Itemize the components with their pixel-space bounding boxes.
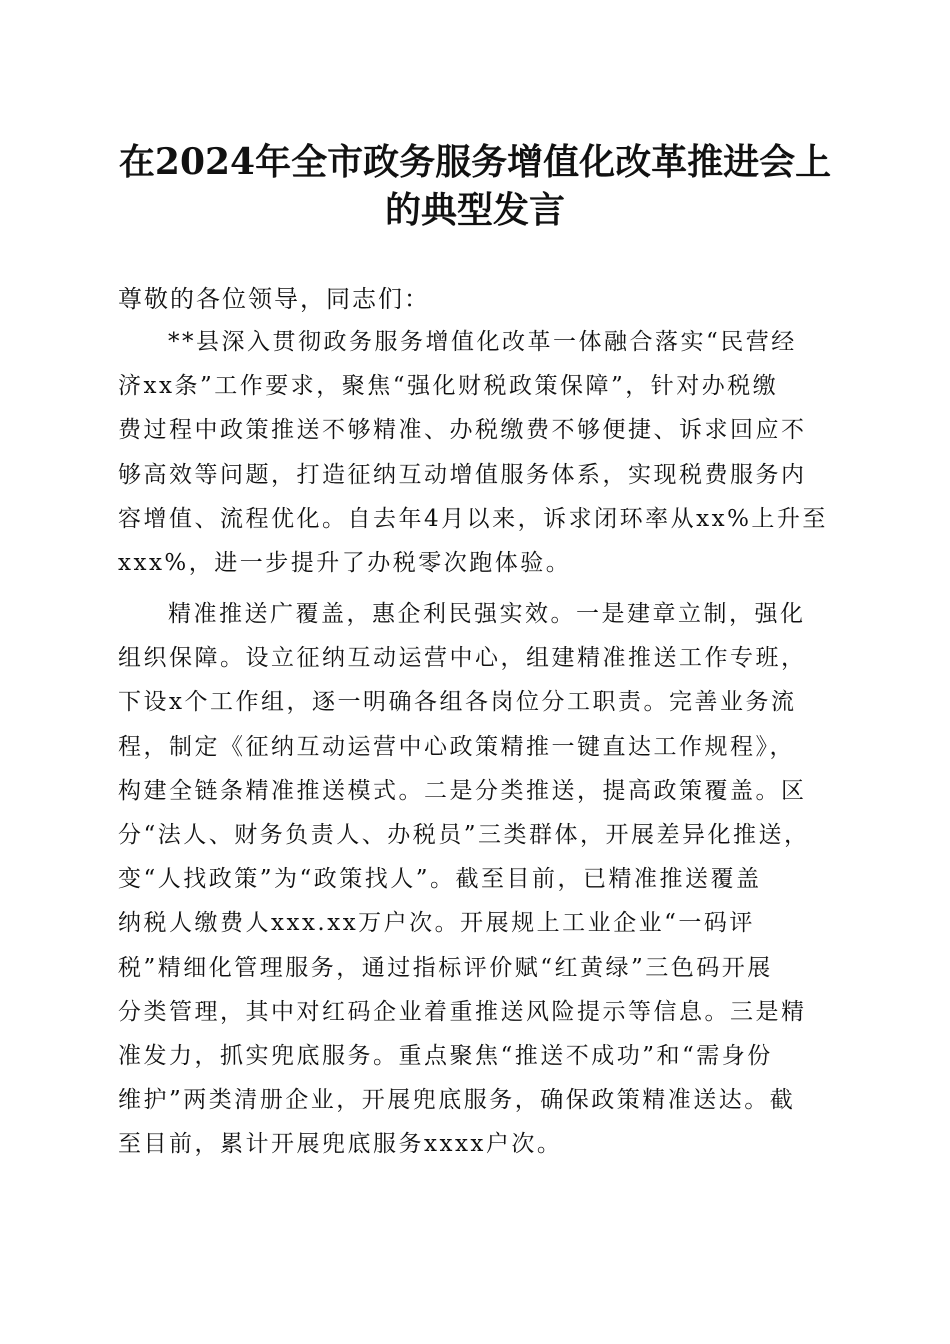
paragraph-line: 济xx条”工作要求，聚焦“强化财税政策保障”，针对办税缴 — [118, 373, 779, 400]
document-body — [118, 282, 834, 1158]
paragraph-line: 下设x个工作组，逐一明确各组各岗位分工职责。完善业务流 — [118, 689, 797, 716]
paragraph-line: 分“法人、财务负责人、办税员”三类群体，开展差异化推送， — [118, 822, 810, 849]
title-line: 的典型发言 — [384, 189, 565, 231]
paragraph-line: 费过程中政策推送不够精准、办税缴费不够便捷、诉求回应不 — [118, 417, 807, 444]
paragraph-line: 税”精细化管理服务，通过指标评价赋“红黄绿”三色码开展 — [118, 954, 773, 981]
paragraph-line: 容增值、流程优化。自去年4月以来，诉求闭环率从xx%上升至 — [118, 505, 828, 532]
document-title — [110, 138, 840, 234]
paragraph-line: 组织保障。设立征纳互动运营中心，组建精准推送工作专班， — [118, 645, 807, 672]
title-line: 在2024年全市政务服务增值化改革推进会上 — [118, 141, 832, 183]
paragraph-precision-push — [118, 592, 810, 1167]
paragraph-intro — [118, 320, 828, 585]
greeting: 尊敬的各位领导，同志们： — [118, 285, 430, 313]
paragraph-line: 维护”两类清册企业，开展兜底服务，确保政策精准送达。截 — [118, 1087, 796, 1114]
paragraph-line: 精准推送广覆盖，惠企利民强实效。一是建章立制，强化 — [168, 601, 806, 627]
paragraph-line: 构建全链条精准推送模式。二是分类推送，提高政策覆盖。区 — [118, 777, 807, 804]
paragraph-line: 够高效等问题，打造征纳互动增值服务体系，实现税费服务内 — [118, 461, 807, 488]
paragraph-line: **县深入贯彻政务服务增值化改革一体融合落实“民营经 — [168, 329, 797, 355]
paragraph-line: 纳税人缴费人xxx.xx万户次。开展规上工业企业“一码评 — [118, 910, 755, 937]
paragraph-line: 程，制定《征纳互动运营中心政策精推一键直达工作规程》， — [118, 733, 795, 760]
paragraph-line: 变“人找政策”为“政策找人”。截至目前，已精准推送覆盖 — [118, 866, 762, 893]
paragraph-line: xxx%，进一步提升了办税零次跑体验。 — [118, 550, 572, 577]
paragraph-line: 准发力，抓实兜底服务。重点聚焦“推送不成功”和“需身份 — [118, 1043, 773, 1070]
paragraph-line: 分类管理，其中对红码企业着重推送风险提示等信息。三是精 — [118, 998, 807, 1025]
paragraph-line: 至目前，累计开展兜底服务xxxx户次。 — [118, 1131, 563, 1158]
